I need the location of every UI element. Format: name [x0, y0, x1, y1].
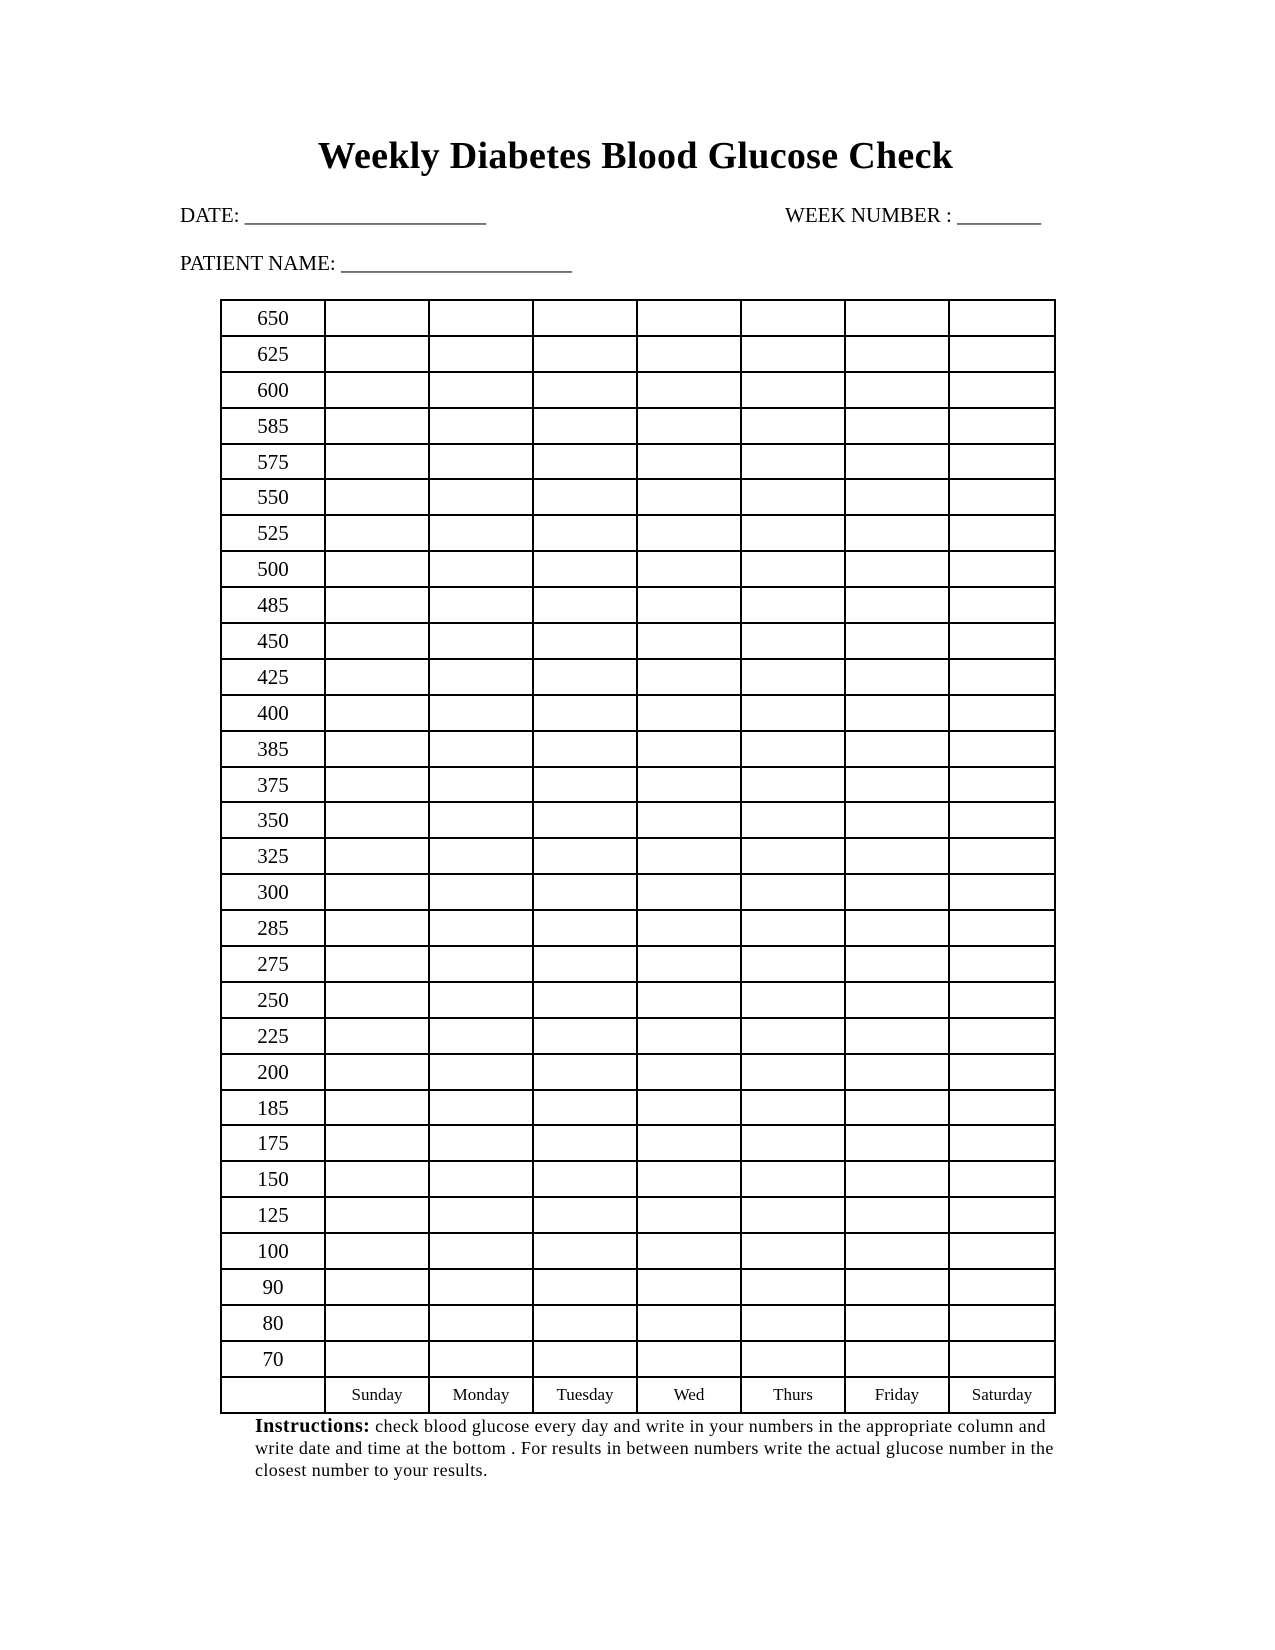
reading-cell-sunday[interactable]: [325, 372, 429, 408]
reading-cell-wed[interactable]: [637, 623, 741, 659]
reading-cell-saturday[interactable]: [949, 802, 1055, 838]
reading-cell-monday[interactable]: [429, 1161, 533, 1197]
glucose-level-label: 90: [221, 1269, 325, 1305]
glucose-level-label: 70: [221, 1341, 325, 1377]
reading-cell-tuesday[interactable]: [533, 874, 637, 910]
reading-cell-tuesday[interactable]: [533, 1233, 637, 1269]
reading-cell-saturday[interactable]: [949, 1018, 1055, 1054]
glucose-level-row: [221, 1269, 1055, 1305]
reading-cell-saturday[interactable]: [949, 300, 1055, 336]
glucose-level-row: [221, 1161, 1055, 1197]
glucose-level-row: [221, 551, 1055, 587]
reading-cell-friday[interactable]: [845, 946, 949, 982]
reading-cell-monday[interactable]: [429, 587, 533, 623]
reading-cell-sunday[interactable]: [325, 444, 429, 480]
reading-cell-thurs[interactable]: [741, 1341, 845, 1377]
reading-cell-monday[interactable]: [429, 910, 533, 946]
reading-cell-wed[interactable]: [637, 910, 741, 946]
reading-cell-thurs[interactable]: [741, 1269, 845, 1305]
day-label: Friday: [845, 1377, 949, 1413]
reading-cell-monday[interactable]: [429, 1054, 533, 1090]
reading-cell-monday[interactable]: [429, 1090, 533, 1126]
reading-cell-friday[interactable]: [845, 910, 949, 946]
glucose-log-table: [220, 299, 1056, 1414]
glucose-level-label: 600: [221, 372, 325, 408]
glucose-level-row: [221, 372, 1055, 408]
reading-cell-monday[interactable]: [429, 1018, 533, 1054]
reading-cell-tuesday[interactable]: [533, 695, 637, 731]
glucose-level-label: 500: [221, 551, 325, 587]
glucose-level-label: 200: [221, 1054, 325, 1090]
reading-cell-friday[interactable]: [845, 1269, 949, 1305]
reading-cell-thurs[interactable]: [741, 408, 845, 444]
reading-cell-friday[interactable]: [845, 1125, 949, 1161]
reading-cell-wed[interactable]: [637, 1269, 741, 1305]
reading-cell-friday[interactable]: [845, 551, 949, 587]
reading-cell-saturday[interactable]: [949, 659, 1055, 695]
reading-cell-monday[interactable]: [429, 946, 533, 982]
reading-cell-saturday[interactable]: [949, 946, 1055, 982]
reading-cell-saturday[interactable]: [949, 408, 1055, 444]
reading-cell-wed[interactable]: [637, 1197, 741, 1233]
reading-cell-wed[interactable]: [637, 587, 741, 623]
reading-cell-friday[interactable]: [845, 1341, 949, 1377]
reading-cell-sunday[interactable]: [325, 1197, 429, 1233]
reading-cell-friday[interactable]: [845, 982, 949, 1018]
reading-cell-tuesday[interactable]: [533, 910, 637, 946]
glucose-level-label: 375: [221, 767, 325, 803]
glucose-level-label: 175: [221, 1125, 325, 1161]
reading-cell-wed[interactable]: [637, 874, 741, 910]
reading-cell-sunday[interactable]: [325, 1090, 429, 1126]
glucose-level-label: 550: [221, 479, 325, 515]
glucose-level-row: [221, 479, 1055, 515]
reading-cell-thurs[interactable]: [741, 946, 845, 982]
reading-cell-thurs[interactable]: [741, 587, 845, 623]
reading-cell-saturday[interactable]: [949, 515, 1055, 551]
glucose-level-label: 325: [221, 838, 325, 874]
day-label: Thurs: [741, 1377, 845, 1413]
reading-cell-thurs[interactable]: [741, 1054, 845, 1090]
reading-cell-tuesday[interactable]: [533, 444, 637, 480]
reading-cell-thurs[interactable]: [741, 515, 845, 551]
reading-cell-sunday[interactable]: [325, 838, 429, 874]
reading-cell-tuesday[interactable]: [533, 336, 637, 372]
reading-cell-tuesday[interactable]: [533, 731, 637, 767]
glucose-level-row: [221, 1054, 1055, 1090]
reading-cell-friday[interactable]: [845, 1197, 949, 1233]
instructions-text: check blood glucose every day and write in your numbers in the appropriate column and write date and time at the bottom . For results in between numbers write the actual glucose number in the closest number to your results.: [255, 1416, 1054, 1480]
glucose-level-row: [221, 767, 1055, 803]
reading-cell-friday[interactable]: [845, 300, 949, 336]
reading-cell-saturday[interactable]: [949, 444, 1055, 480]
day-label: Saturday: [949, 1377, 1055, 1413]
date-field[interactable]: DATE: _______________________: [180, 203, 487, 227]
glucose-level-label: 100: [221, 1233, 325, 1269]
corner-cell: [221, 1377, 325, 1413]
reading-cell-sunday[interactable]: [325, 1054, 429, 1090]
reading-cell-sunday[interactable]: [325, 1018, 429, 1054]
reading-cell-saturday[interactable]: [949, 1161, 1055, 1197]
reading-cell-saturday[interactable]: [949, 372, 1055, 408]
reading-cell-friday[interactable]: [845, 1090, 949, 1126]
glucose-level-row: [221, 300, 1055, 336]
reading-cell-thurs[interactable]: [741, 479, 845, 515]
reading-cell-sunday[interactable]: [325, 982, 429, 1018]
reading-cell-wed[interactable]: [637, 1125, 741, 1161]
reading-cell-tuesday[interactable]: [533, 408, 637, 444]
reading-cell-monday[interactable]: [429, 408, 533, 444]
reading-cell-thurs[interactable]: [741, 910, 845, 946]
reading-cell-thurs[interactable]: [741, 659, 845, 695]
reading-cell-monday[interactable]: [429, 444, 533, 480]
reading-cell-thurs[interactable]: [741, 372, 845, 408]
reading-cell-saturday[interactable]: [949, 479, 1055, 515]
glucose-level-row: [221, 336, 1055, 372]
reading-cell-friday[interactable]: [845, 802, 949, 838]
reading-cell-wed[interactable]: [637, 659, 741, 695]
reading-cell-tuesday[interactable]: [533, 1161, 637, 1197]
reading-cell-saturday[interactable]: [949, 1054, 1055, 1090]
reading-cell-friday[interactable]: [845, 695, 949, 731]
glucose-level-row: [221, 1233, 1055, 1269]
reading-cell-tuesday[interactable]: [533, 587, 637, 623]
glucose-level-label: 300: [221, 874, 325, 910]
glucose-level-label: 350: [221, 802, 325, 838]
reading-cell-wed[interactable]: [637, 838, 741, 874]
reading-cell-friday[interactable]: [845, 659, 949, 695]
reading-cell-saturday[interactable]: [949, 982, 1055, 1018]
reading-cell-saturday[interactable]: [949, 623, 1055, 659]
glucose-level-label: 575: [221, 444, 325, 480]
instructions-label: Instructions:: [255, 1415, 371, 1437]
reading-cell-tuesday[interactable]: [533, 659, 637, 695]
reading-cell-tuesday[interactable]: [533, 1269, 637, 1305]
reading-cell-thurs[interactable]: [741, 838, 845, 874]
reading-cell-thurs[interactable]: [741, 1161, 845, 1197]
reading-cell-wed[interactable]: [637, 408, 741, 444]
glucose-level-row: [221, 946, 1055, 982]
reading-cell-thurs[interactable]: [741, 300, 845, 336]
reading-cell-sunday[interactable]: [325, 408, 429, 444]
glucose-level-label: 625: [221, 336, 325, 372]
reading-cell-sunday[interactable]: [325, 731, 429, 767]
reading-cell-thurs[interactable]: [741, 1197, 845, 1233]
glucose-level-row: [221, 1197, 1055, 1233]
reading-cell-thurs[interactable]: [741, 623, 845, 659]
week-number-field[interactable]: WEEK NUMBER : ________: [785, 203, 1042, 227]
reading-cell-saturday[interactable]: [949, 874, 1055, 910]
reading-cell-monday[interactable]: [429, 874, 533, 910]
reading-cell-sunday[interactable]: [325, 910, 429, 946]
reading-cell-friday[interactable]: [845, 1018, 949, 1054]
reading-cell-wed[interactable]: [637, 1054, 741, 1090]
reading-cell-monday[interactable]: [429, 1269, 533, 1305]
reading-cell-monday[interactable]: [429, 300, 533, 336]
reading-cell-sunday[interactable]: [325, 1233, 429, 1269]
reading-cell-tuesday[interactable]: [533, 300, 637, 336]
reading-cell-thurs[interactable]: [741, 1233, 845, 1269]
glucose-level-label: 225: [221, 1018, 325, 1054]
reading-cell-saturday[interactable]: [949, 551, 1055, 587]
reading-cell-thurs[interactable]: [741, 1090, 845, 1126]
glucose-level-row: [221, 623, 1055, 659]
reading-cell-monday[interactable]: [429, 731, 533, 767]
reading-cell-thurs[interactable]: [741, 731, 845, 767]
reading-cell-saturday[interactable]: [949, 731, 1055, 767]
reading-cell-thurs[interactable]: [741, 1305, 845, 1341]
reading-cell-sunday[interactable]: [325, 1269, 429, 1305]
glucose-level-label: 185: [221, 1090, 325, 1126]
reading-cell-monday[interactable]: [429, 1197, 533, 1233]
reading-cell-sunday[interactable]: [325, 1125, 429, 1161]
reading-cell-thurs[interactable]: [741, 1018, 845, 1054]
reading-cell-tuesday[interactable]: [533, 479, 637, 515]
reading-cell-tuesday[interactable]: [533, 802, 637, 838]
reading-cell-tuesday[interactable]: [533, 1305, 637, 1341]
reading-cell-wed[interactable]: [637, 695, 741, 731]
reading-cell-friday[interactable]: [845, 479, 949, 515]
reading-cell-thurs[interactable]: [741, 1125, 845, 1161]
reading-cell-wed[interactable]: [637, 767, 741, 803]
reading-cell-friday[interactable]: [845, 767, 949, 803]
reading-cell-thurs[interactable]: [741, 874, 845, 910]
glucose-level-row: [221, 444, 1055, 480]
reading-cell-friday[interactable]: [845, 587, 949, 623]
reading-cell-monday[interactable]: [429, 982, 533, 1018]
reading-cell-friday[interactable]: [845, 874, 949, 910]
reading-cell-saturday[interactable]: [949, 695, 1055, 731]
reading-cell-monday[interactable]: [429, 551, 533, 587]
glucose-level-row: [221, 659, 1055, 695]
glucose-level-row: [221, 802, 1055, 838]
reading-cell-sunday[interactable]: [325, 587, 429, 623]
reading-cell-tuesday[interactable]: [533, 372, 637, 408]
reading-cell-wed[interactable]: [637, 982, 741, 1018]
reading-cell-sunday[interactable]: [325, 802, 429, 838]
reading-cell-wed[interactable]: [637, 300, 741, 336]
reading-cell-monday[interactable]: [429, 1305, 533, 1341]
reading-cell-wed[interactable]: [637, 1305, 741, 1341]
reading-cell-sunday[interactable]: [325, 695, 429, 731]
reading-cell-wed[interactable]: [637, 551, 741, 587]
reading-cell-wed[interactable]: [637, 802, 741, 838]
reading-cell-saturday[interactable]: [949, 838, 1055, 874]
glucose-level-row: [221, 874, 1055, 910]
day-label: Wed: [637, 1377, 741, 1413]
day-label: Tuesday: [533, 1377, 637, 1413]
reading-cell-sunday[interactable]: [325, 336, 429, 372]
reading-cell-sunday[interactable]: [325, 479, 429, 515]
reading-cell-monday[interactable]: [429, 515, 533, 551]
reading-cell-monday[interactable]: [429, 336, 533, 372]
reading-cell-saturday[interactable]: [949, 1341, 1055, 1377]
glucose-level-row: [221, 982, 1055, 1018]
reading-cell-monday[interactable]: [429, 1341, 533, 1377]
reading-cell-tuesday[interactable]: [533, 982, 637, 1018]
reading-cell-monday[interactable]: [429, 838, 533, 874]
glucose-level-row: [221, 1305, 1055, 1341]
reading-cell-saturday[interactable]: [949, 1269, 1055, 1305]
glucose-level-label: 425: [221, 659, 325, 695]
reading-cell-friday[interactable]: [845, 408, 949, 444]
reading-cell-wed[interactable]: [637, 1018, 741, 1054]
glucose-level-label: 400: [221, 695, 325, 731]
reading-cell-tuesday[interactable]: [533, 515, 637, 551]
reading-cell-sunday[interactable]: [325, 551, 429, 587]
reading-cell-saturday[interactable]: [949, 767, 1055, 803]
glucose-level-label: 650: [221, 300, 325, 336]
glucose-level-label: 125: [221, 1197, 325, 1233]
reading-cell-thurs[interactable]: [741, 982, 845, 1018]
glucose-level-row: [221, 1125, 1055, 1161]
glucose-level-label: 285: [221, 910, 325, 946]
reading-cell-monday[interactable]: [429, 695, 533, 731]
reading-cell-sunday[interactable]: [325, 767, 429, 803]
reading-cell-tuesday[interactable]: [533, 838, 637, 874]
reading-cell-thurs[interactable]: [741, 444, 845, 480]
patient-name-field[interactable]: PATIENT NAME: ______________________: [180, 251, 573, 275]
reading-cell-saturday[interactable]: [949, 1197, 1055, 1233]
reading-cell-tuesday[interactable]: [533, 1197, 637, 1233]
reading-cell-sunday[interactable]: [325, 300, 429, 336]
glucose-level-label: 485: [221, 587, 325, 623]
instructions: [255, 1415, 1075, 1481]
reading-cell-friday[interactable]: [845, 1305, 949, 1341]
reading-cell-thurs[interactable]: [741, 802, 845, 838]
reading-cell-saturday[interactable]: [949, 587, 1055, 623]
reading-cell-tuesday[interactable]: [533, 551, 637, 587]
reading-cell-sunday[interactable]: [325, 874, 429, 910]
day-label-row: [221, 1377, 1055, 1413]
reading-cell-wed[interactable]: [637, 1233, 741, 1269]
reading-cell-monday[interactable]: [429, 767, 533, 803]
glucose-level-label: 525: [221, 515, 325, 551]
reading-cell-wed[interactable]: [637, 1090, 741, 1126]
page-title: Weekly Diabetes Blood Glucose Check: [317, 135, 954, 177]
reading-cell-tuesday[interactable]: [533, 1125, 637, 1161]
reading-cell-tuesday[interactable]: [533, 767, 637, 803]
glucose-level-row: [221, 1341, 1055, 1377]
glucose-level-label: 450: [221, 623, 325, 659]
reading-cell-saturday[interactable]: [949, 910, 1055, 946]
reading-cell-thurs[interactable]: [741, 767, 845, 803]
reading-cell-sunday[interactable]: [325, 1305, 429, 1341]
reading-cell-friday[interactable]: [845, 1054, 949, 1090]
glucose-level-row: [221, 695, 1055, 731]
glucose-level-label: 275: [221, 946, 325, 982]
reading-cell-saturday[interactable]: [949, 1305, 1055, 1341]
reading-cell-sunday[interactable]: [325, 1341, 429, 1377]
reading-cell-saturday[interactable]: [949, 1090, 1055, 1126]
reading-cell-monday[interactable]: [429, 479, 533, 515]
glucose-level-row: [221, 1018, 1055, 1054]
reading-cell-wed[interactable]: [637, 1161, 741, 1197]
glucose-level-label: 385: [221, 731, 325, 767]
reading-cell-sunday[interactable]: [325, 1161, 429, 1197]
reading-cell-saturday[interactable]: [949, 1233, 1055, 1269]
reading-cell-monday[interactable]: [429, 1233, 533, 1269]
reading-cell-wed[interactable]: [637, 515, 741, 551]
reading-cell-monday[interactable]: [429, 659, 533, 695]
reading-cell-tuesday[interactable]: [533, 1090, 637, 1126]
reading-cell-friday[interactable]: [845, 838, 949, 874]
reading-cell-friday[interactable]: [845, 731, 949, 767]
reading-cell-thurs[interactable]: [741, 551, 845, 587]
reading-cell-sunday[interactable]: [325, 946, 429, 982]
reading-cell-thurs[interactable]: [741, 695, 845, 731]
reading-cell-friday[interactable]: [845, 336, 949, 372]
reading-cell-wed[interactable]: [637, 1341, 741, 1377]
reading-cell-friday[interactable]: [845, 623, 949, 659]
reading-cell-wed[interactable]: [637, 731, 741, 767]
glucose-level-row: [221, 408, 1055, 444]
glucose-level-row: [221, 838, 1055, 874]
reading-cell-tuesday[interactable]: [533, 946, 637, 982]
reading-cell-monday[interactable]: [429, 623, 533, 659]
glucose-level-label: 585: [221, 408, 325, 444]
glucose-level-label: 80: [221, 1305, 325, 1341]
reading-cell-thurs[interactable]: [741, 336, 845, 372]
reading-cell-friday[interactable]: [845, 1233, 949, 1269]
reading-cell-tuesday[interactable]: [533, 1018, 637, 1054]
reading-cell-tuesday[interactable]: [533, 623, 637, 659]
reading-cell-friday[interactable]: [845, 515, 949, 551]
reading-cell-sunday[interactable]: [325, 623, 429, 659]
reading-cell-monday[interactable]: [429, 802, 533, 838]
reading-cell-friday[interactable]: [845, 372, 949, 408]
reading-cell-saturday[interactable]: [949, 336, 1055, 372]
reading-cell-sunday[interactable]: [325, 659, 429, 695]
reading-cell-friday[interactable]: [845, 1161, 949, 1197]
glucose-level-label: 250: [221, 982, 325, 1018]
reading-cell-wed[interactable]: [637, 946, 741, 982]
reading-cell-tuesday[interactable]: [533, 1341, 637, 1377]
reading-cell-saturday[interactable]: [949, 1125, 1055, 1161]
glucose-level-row: [221, 515, 1055, 551]
reading-cell-wed[interactable]: [637, 372, 741, 408]
glucose-level-row: [221, 731, 1055, 767]
glucose-level-row: [221, 587, 1055, 623]
reading-cell-wed[interactable]: [637, 444, 741, 480]
reading-cell-monday[interactable]: [429, 1125, 533, 1161]
reading-cell-wed[interactable]: [637, 336, 741, 372]
glucose-level-row: [221, 910, 1055, 946]
reading-cell-monday[interactable]: [429, 372, 533, 408]
reading-cell-sunday[interactable]: [325, 515, 429, 551]
reading-cell-tuesday[interactable]: [533, 1054, 637, 1090]
day-label: Monday: [429, 1377, 533, 1413]
day-label: Sunday: [325, 1377, 429, 1413]
reading-cell-wed[interactable]: [637, 479, 741, 515]
glucose-level-label: 150: [221, 1161, 325, 1197]
glucose-level-row: [221, 1090, 1055, 1126]
reading-cell-friday[interactable]: [845, 444, 949, 480]
